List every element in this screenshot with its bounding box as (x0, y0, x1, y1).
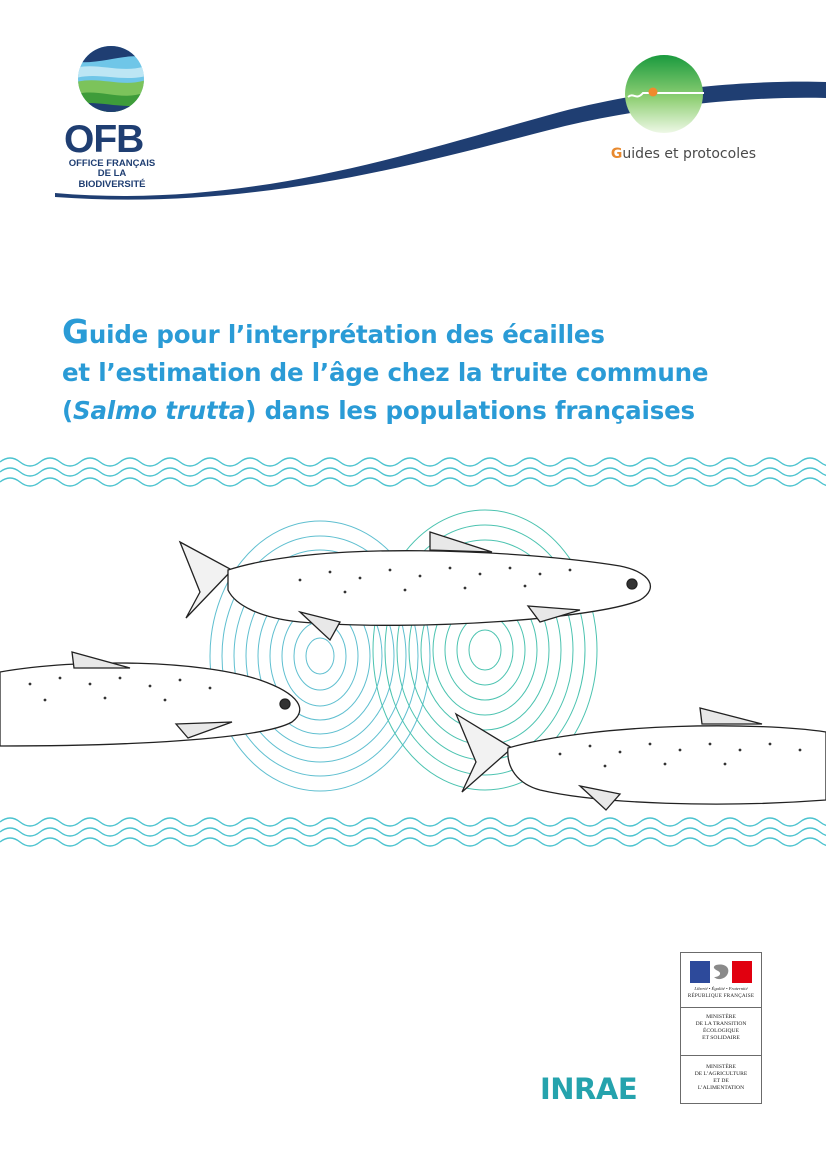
ministry-agriculture-line: DE L’AGRICULTURE (694, 1071, 748, 1077)
ofb-emblem-icon (76, 44, 146, 114)
series-badge-icon (625, 55, 704, 133)
title-species: Salmo trutta (73, 396, 246, 425)
document-title (62, 313, 762, 430)
title-line3-rest: ) dans les populations françaises (245, 396, 695, 425)
ministry-ecology-line: MINISTÈRE (706, 1014, 736, 1020)
republique-francaise-logo (681, 953, 761, 1008)
ofb-wordmark: OFB (64, 118, 144, 161)
wave-band-bottom (0, 812, 826, 852)
ministry-logo-block (680, 952, 762, 1104)
trout-scale-illustration (0, 500, 826, 820)
title-line2: et l’estimation de l’âge chez la truite commune (62, 358, 709, 387)
ministry-ecology (681, 1008, 761, 1056)
ofb-logo (62, 44, 172, 190)
ministry-ecology-line: ET SOLIDAIRE (702, 1035, 740, 1041)
ministry-agriculture-line: L’ALIMENTATION (697, 1085, 745, 1091)
title-initial: G (62, 312, 89, 351)
title-line3-open: ( (62, 396, 73, 425)
ministry-ecology-line: DE LA TRANSITION (695, 1021, 747, 1027)
republique-francaise-label: RÉPUBLIQUE FRANÇAISE (687, 993, 755, 999)
ministry-agriculture-line: ET DE (713, 1078, 729, 1084)
series-label (560, 146, 756, 162)
marianne-icon (690, 961, 752, 989)
ofb-subtitle-line1: OFFICE FRANÇAIS (68, 158, 156, 169)
series-label-rest: uides et protocoles (622, 146, 756, 162)
series-label-initial: G (610, 146, 623, 162)
ministry-ecology-line: ÉCOLOGIQUE (702, 1028, 740, 1034)
inrae-logo: INRAE (540, 1072, 638, 1106)
ofb-subtitle-line2: DE LA BIODIVERSITÉ (78, 168, 146, 190)
ministry-agriculture (681, 1056, 761, 1103)
ministry-agriculture-line: MINISTÈRE (706, 1064, 736, 1070)
wave-band-top (0, 452, 826, 492)
republique-motto: Liberté • Égalité • Fraternité (694, 986, 748, 991)
title-line1: uide pour l’interprétation des écailles (88, 320, 605, 349)
